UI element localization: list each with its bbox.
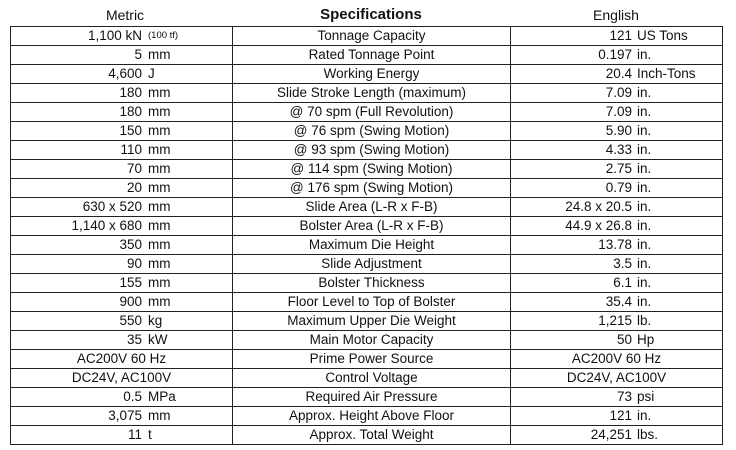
metric-cell (11, 407, 233, 426)
english-cell (511, 141, 723, 160)
metric-cell (11, 236, 233, 255)
metric-unit: kg (148, 313, 163, 328)
english-cell: DC24V, AC100V (511, 369, 723, 388)
metric-value: 630 x 520 (82, 199, 142, 214)
english-unit: US Tons (637, 28, 688, 43)
spec-cell: Rated Tonnage Point (233, 46, 511, 65)
spec-cell: Maximum Upper Die Weight (233, 312, 511, 331)
english-cell (511, 331, 723, 350)
metric-unit: mm (148, 218, 171, 233)
metric-cell (11, 331, 233, 350)
english-cell (511, 84, 723, 103)
metric-unit: mm (148, 180, 171, 195)
spec-cell: Bolster Thickness (233, 274, 511, 293)
spec-cell: @ 93 spm (Swing Motion) (233, 141, 511, 160)
english-cell (511, 255, 723, 274)
english-cell: AC200V 60 Hz (511, 350, 723, 369)
metric-value: 3,075 (108, 408, 142, 423)
spec-cell: Approx. Height Above Floor (233, 407, 511, 426)
spec-cell: @ 176 spm (Swing Motion) (233, 179, 511, 198)
english-unit: Hp (637, 332, 655, 347)
table-row (11, 122, 723, 141)
metric-cell (11, 255, 233, 274)
english-cell (511, 27, 723, 46)
english-value: 50 (616, 332, 632, 347)
english-cell (511, 65, 723, 84)
table-row (11, 179, 723, 198)
metric-value: 70 (126, 161, 142, 176)
english-cell (511, 407, 723, 426)
metric-value: 0.5 (123, 389, 142, 404)
english-unit: in. (637, 104, 652, 119)
english-value: 35.4 (605, 294, 632, 309)
metric-value: 550 (119, 313, 142, 328)
table-row (11, 236, 723, 255)
english-value: 3.5 (613, 256, 632, 271)
metric-cell (11, 179, 233, 198)
specifications-heading: Specifications (320, 6, 422, 23)
spec-cell: Main Motor Capacity (233, 331, 511, 350)
table-row (11, 65, 723, 84)
spec-cell: Tonnage Capacity (233, 27, 511, 46)
metric-unit: MPa (148, 389, 176, 404)
metric-cell (11, 122, 233, 141)
table-row (11, 141, 723, 160)
english-value: 7.09 (605, 85, 632, 100)
metric-cell (11, 293, 233, 312)
english-value: 2.75 (605, 161, 632, 176)
metric-cell (11, 388, 233, 407)
english-cell (511, 103, 723, 122)
table-row (11, 331, 723, 350)
table-row (11, 312, 723, 331)
metric-cell (11, 65, 233, 84)
metric-unit: mm (148, 47, 171, 62)
english-value: 6.1 (613, 275, 632, 290)
metric-value: 180 (119, 104, 142, 119)
english-value: 0.79 (605, 180, 632, 195)
english-unit: in. (637, 275, 652, 290)
metric-heading: Metric (105, 7, 145, 23)
english-cell (511, 388, 723, 407)
table-header (0, 4, 736, 26)
english-unit: in. (637, 294, 652, 309)
english-heading: English (593, 7, 639, 23)
table-row (11, 350, 723, 369)
metric-value: 35 (126, 332, 142, 347)
english-value: 7.09 (605, 104, 632, 119)
english-unit: in. (637, 199, 652, 214)
metric-unit: mm (148, 408, 171, 423)
table-row (11, 27, 723, 46)
metric-value: 1,100 kN (87, 28, 142, 43)
english-cell (511, 46, 723, 65)
english-cell (511, 217, 723, 236)
metric-value: 150 (119, 123, 142, 138)
english-unit: Inch-Tons (637, 66, 696, 81)
english-value: 24,251 (590, 427, 632, 442)
english-value: 1,215 (598, 313, 632, 328)
metric-unit: mm (148, 161, 171, 176)
metric-unit: mm (148, 85, 171, 100)
english-value: 73 (616, 389, 632, 404)
english-cell (511, 312, 723, 331)
english-cell (511, 293, 723, 312)
metric-cell (11, 141, 233, 160)
english-unit: in. (637, 237, 652, 252)
english-value: 121 (609, 408, 632, 423)
english-unit: in. (637, 256, 652, 271)
metric-value: 180 (119, 85, 142, 100)
table-row (11, 255, 723, 274)
metric-value: 900 (119, 294, 142, 309)
metric-unit: mm (148, 256, 171, 271)
metric-value: 350 (119, 237, 142, 252)
specifications-table-body (11, 27, 723, 445)
english-unit: in. (637, 142, 652, 157)
table-row (11, 160, 723, 179)
metric-value: 1,140 x 680 (71, 218, 142, 233)
english-value: 121 (609, 28, 632, 43)
english-cell (511, 160, 723, 179)
metric-cell (11, 217, 233, 236)
table-row (11, 293, 723, 312)
metric-cell (11, 160, 233, 179)
metric-unit: mm (148, 142, 171, 157)
spec-cell: Approx. Total Weight (233, 426, 511, 445)
table-row (11, 369, 723, 388)
table-row (11, 217, 723, 236)
english-value: 4.33 (605, 142, 632, 157)
english-cell (511, 179, 723, 198)
spec-cell: Slide Stroke Length (maximum) (233, 84, 511, 103)
metric-cell (11, 103, 233, 122)
english-cell (511, 236, 723, 255)
english-unit: lb. (637, 313, 652, 328)
metric-cell (11, 426, 233, 445)
metric-value: 155 (119, 275, 142, 290)
metric-unit: kW (148, 332, 168, 347)
english-unit: psi (637, 389, 655, 404)
spec-cell: @ 76 spm (Swing Motion) (233, 122, 511, 141)
english-unit: in. (637, 85, 652, 100)
metric-cell (11, 274, 233, 293)
table-row (11, 407, 723, 426)
metric-cell (11, 312, 233, 331)
spec-cell: @ 114 spm (Swing Motion) (233, 160, 511, 179)
english-value: 5.90 (605, 123, 632, 138)
table-row (11, 46, 723, 65)
spec-cell: Control Voltage (233, 369, 511, 388)
metric-value: 4,600 (108, 66, 142, 81)
english-value: 13.78 (598, 237, 632, 252)
metric-cell (11, 198, 233, 217)
english-unit: in. (637, 123, 652, 138)
metric-value: 110 (120, 142, 142, 157)
spec-cell: Prime Power Source (233, 350, 511, 369)
metric-unit: mm (148, 294, 171, 309)
metric-cell: DC24V, AC100V (11, 369, 233, 388)
metric-cell: AC200V 60 Hz (11, 350, 233, 369)
table-row (11, 388, 723, 407)
metric-value: 5 (134, 47, 142, 62)
english-unit: in. (637, 180, 652, 195)
spec-cell: Floor Level to Top of Bolster (233, 293, 511, 312)
table-row (11, 198, 723, 217)
metric-value: 11 (127, 427, 142, 442)
english-unit: in. (637, 161, 652, 176)
english-cell (511, 122, 723, 141)
english-value: 44.9 x 26.8 (565, 218, 632, 233)
metric-unit: t (148, 427, 152, 442)
metric-unit: J (148, 66, 155, 81)
english-value: 24.8 x 20.5 (565, 199, 632, 214)
metric-unit: mm (148, 275, 171, 290)
table-row (11, 103, 723, 122)
spec-cell: Working Energy (233, 65, 511, 84)
metric-cell (11, 46, 233, 65)
metric-unit: mm (148, 237, 171, 252)
english-cell (511, 426, 723, 445)
english-unit: in. (637, 218, 652, 233)
table-row (11, 274, 723, 293)
spec-cell: Required Air Pressure (233, 388, 511, 407)
spec-cell: Maximum Die Height (233, 236, 511, 255)
english-unit: in. (637, 408, 652, 423)
metric-cell (11, 84, 233, 103)
english-value: 20.4 (605, 66, 632, 81)
english-value: 0.197 (598, 47, 632, 62)
english-cell (511, 198, 723, 217)
metric-value: 90 (126, 256, 142, 271)
spec-cell: Slide Area (L-R x F-B) (233, 198, 511, 217)
table-row (11, 84, 723, 103)
english-unit: lbs. (637, 427, 659, 442)
specifications-table (10, 26, 723, 445)
metric-unit: mm (148, 199, 171, 214)
metric-unit: mm (148, 123, 171, 138)
metric-unit: (100 tf) (148, 30, 179, 41)
english-unit: in. (637, 47, 652, 62)
table-row (11, 426, 723, 445)
spec-cell: Slide Adjustment (233, 255, 511, 274)
metric-value: 20 (126, 180, 142, 195)
metric-cell (11, 27, 233, 46)
spec-cell: Bolster Area (L-R x F-B) (233, 217, 511, 236)
spec-cell: @ 70 spm (Full Revolution) (233, 103, 511, 122)
english-cell (511, 274, 723, 293)
metric-unit: mm (148, 104, 171, 119)
